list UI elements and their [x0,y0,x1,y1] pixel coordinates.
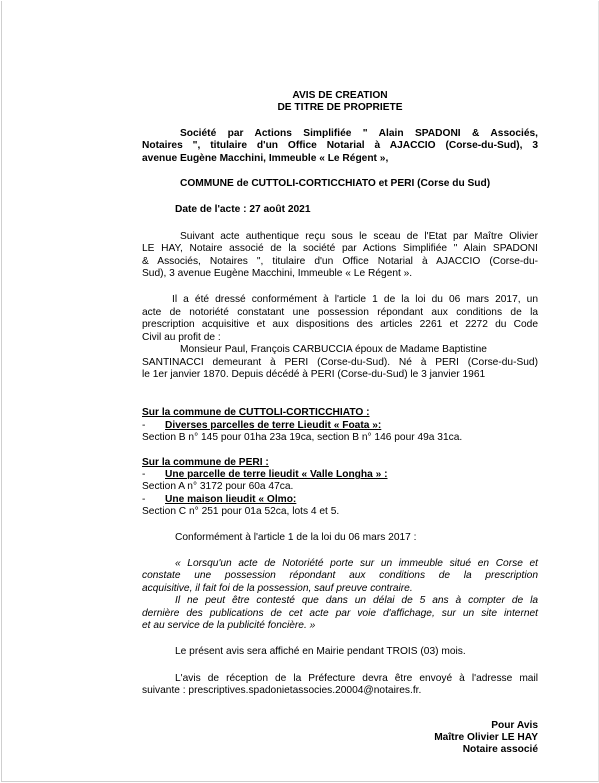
article-line-2: acte de notoriété constatant une possession répondant aux conditions de la [142,306,538,318]
peri-item-2-label: Une maison lieudit « Olmo: [165,493,297,505]
heading-line-2: DE TITRE DE PROPRIETE [277,102,403,114]
article-line-4: Civil au profit de : [142,331,221,343]
signature-block [142,720,538,757]
peri-section [142,457,538,519]
beneficiary-line-2: SANTINACCI demeurant à PERI (Corse-du-Sud). Né à PERI (Corse-du-Sud) [142,356,538,368]
display-notice: Le présent avis sera affiché en Mairie pendant TROIS (03) mois. [175,646,466,658]
heading-line-1: AVIS DE CREATION [292,90,388,101]
peri-item-1-title [142,469,538,481]
reception-paragraph [142,673,538,698]
peri-heading: Sur la commune de PERI : [142,456,269,468]
authentic-act-paragraph [142,231,538,281]
authentic-line-4: Sud), 3 avenue Eugène Macchini, Immeuble « Le Régent ». [142,268,413,280]
authentic-line-3: & Associés, Notaires ", titulaire d'un Office Notarial à AJACCIO (Corse-du- [142,255,538,267]
reception-line-2: suivante : prescriptives.spadonietassocies.20004@notaires.fr. [142,685,422,697]
signature-line-1: Pour Avis [491,719,538,731]
notice-body [142,90,538,757]
peri-item-2-dash: - [142,493,146,505]
signature-line-3: Notaire associé [462,744,538,756]
cuttoli-heading: Sur la commune de CUTTOLI-CORTICCHIATO : [142,407,370,419]
peri-item-2-detail: Section C n° 251 pour 01a 52ca, lots 4 et 5. [142,506,340,518]
company-line-1: Société par Actions Simplifiée " Alain SPADONI & Associés, [180,127,538,139]
cuttoli-item-title [142,420,538,432]
commune-title: COMMUNE de CUTTOLI-CORTICCHIATO et PERI (Corse du Sud) [180,178,491,190]
authentic-line-1: Suivant acte authentique reçu sous le sceau de l'Etat par Maître Olivier [180,230,538,242]
quote-line-1: « Lorsqu'un acte de Notoriété porte sur un immeuble situé en Corse et [175,557,538,569]
authentic-line-2: LE HAY, Notaire associé de la société par Actions Simplifiée " Alain SPADONI [142,243,538,255]
quote-line-4: Il ne peut être contesté que dans un délai de 5 ans à compter de la [175,595,538,607]
peri-item-1-label: Une parcelle de terre lieudit « Valle Longha » : [165,468,388,480]
company-paragraph [142,128,538,165]
cuttoli-item-detail: Section B n° 145 pour 01ha 23a 19ca, section B n° 146 pour 49a 31ca. [142,432,463,444]
quote-line-6: et au service de la publicité foncière. » [142,620,316,631]
cuttoli-item-label: Diverses parcelles de terre Lieudit « Foata »: [165,419,382,431]
beneficiary-line-3: le 1er janvier 1870. Depuis décédé à PERI (Corse-du-Sud) le 3 janvier 1961 [142,368,486,380]
article-line-3: prescription acquisitive et aux dispositions des articles 2261 et 2272 du Code [142,319,538,331]
cuttoli-item-dash: - [142,419,146,431]
beneficiary-line-1: Monsieur Paul, François CARBUCCIA époux de Madame Baptistine [180,344,487,356]
reception-line-1: L'avis de réception de la Préfecture devra être envoyé à l'adresse mail [175,672,538,684]
article-line-1: Il a été dressé conformément à l'article 1 de la loi du 06 mars 2017, un [172,294,538,306]
cuttoli-section [142,407,538,444]
beneficiary-paragraph [142,344,538,381]
peri-item-1-detail: Section A n° 3172 pour 60a 47ca. [142,481,294,493]
quote-line-5: dernière des publications de cet acte par voie d'affichage, sur un site internet [142,607,538,619]
quote-line-2: constate une possession répondant aux conditions de la prescription [142,570,538,582]
article-paragraph [142,294,538,344]
act-date: Date de l'acte : 27 août 2021 [175,204,311,216]
peri-item-1-dash: - [142,468,146,480]
legal-quote [142,558,538,632]
company-line-2: Notaires ", titulaire d'un Office Notarial à AJACCIO (Corse-du-Sud), 3 [142,140,538,152]
peri-item-2-title [142,494,538,506]
notice-heading [142,90,538,115]
company-line-3: avenue Eugène Macchini, Immeuble « Le Régent », [142,152,389,164]
quote-line-3: acquisitive, il fait foi de la possession, sauf preuve contraire. [142,582,413,594]
signature-line-2: Maître Olivier LE HAY [434,732,538,744]
conform-line: Conformément à l'article 1 de la loi du 06 mars 2017 : [175,531,417,543]
